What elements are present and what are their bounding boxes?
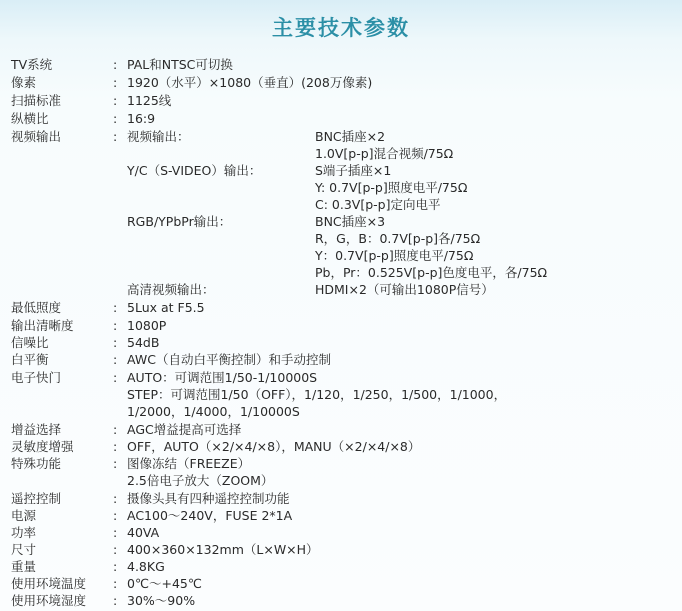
spec-value: C: 0.3V[p-p]定向电平 — [315, 197, 441, 212]
spec-value: AGC增益提高可选择 — [127, 422, 242, 437]
colon-separator: : — [113, 525, 118, 540]
colon-separator: : — [113, 456, 118, 471]
colon-separator: : — [113, 300, 118, 315]
spec-value: Y: 0.7V[p-p]照度电平/75Ω — [315, 180, 468, 195]
page-title: 主要技术参数 — [272, 16, 410, 40]
spec-value: Y：0.7V[p-p]照度电平/75Ω — [315, 248, 474, 263]
spec-label: 使用环境温度 — [11, 576, 87, 591]
spec-sublabel: RGB/YPbPr输出： — [127, 214, 232, 229]
spec-value: 2.5倍电子放大（ZOOM） — [127, 473, 274, 488]
colon-separator: : — [113, 352, 118, 367]
spec-label: 特殊功能 — [11, 456, 62, 471]
spec-value: 1.0V[p-p]混合视频/75Ω — [315, 146, 454, 161]
spec-label: 使用环境湿度 — [11, 593, 87, 608]
spec-value: 16:9 — [127, 111, 156, 126]
colon-separator: : — [113, 111, 118, 126]
spec-value: S端子插座×1 — [315, 163, 392, 178]
colon-separator: : — [113, 75, 118, 90]
spec-label: 电子快门 — [11, 370, 62, 385]
spec-value: 1080P — [127, 318, 167, 333]
spec-label: 功率 — [11, 525, 37, 540]
spec-value: STEP：可调范围1/50（OFF），1/120，1/250，1/500，1/1000， — [127, 387, 507, 402]
spec-label: 扫描标准 — [11, 93, 62, 108]
spec-value: AUTO：可调范围1/50-1/10000S — [127, 370, 318, 385]
spec-value: 54dB — [127, 335, 160, 350]
colon-separator: : — [113, 370, 118, 385]
spec-label: 信噪比 — [11, 335, 49, 350]
colon-separator: : — [113, 491, 118, 506]
spec-value: 摄像头具有四种遥控控制功能 — [127, 491, 290, 506]
spec-label: 遥控控制 — [11, 491, 62, 506]
spec-label: 输出清晰度 — [11, 318, 74, 333]
spec-label: 最低照度 — [11, 300, 62, 315]
spec-value: PAL和NTSC可切换 — [127, 57, 233, 72]
spec-value: Pb，Pr：0.525V[p-p]色度电平，各/75Ω — [315, 265, 548, 280]
spec-value: 0℃～+45℃ — [127, 576, 202, 591]
colon-separator: : — [113, 559, 118, 574]
spec-label: 重量 — [11, 559, 37, 574]
spec-label: 灵敏度增强 — [11, 439, 74, 454]
colon-separator: : — [113, 422, 118, 437]
spec-sublabel: Y/C（S-VIDEO）输出： — [127, 163, 262, 178]
spec-value: 40VA — [127, 525, 160, 540]
colon-separator: : — [113, 335, 118, 350]
spec-value: 5Lux at F5.5 — [127, 300, 205, 315]
spec-value: 1/2000，1/4000，1/10000S — [127, 404, 300, 419]
colon-separator: : — [113, 593, 118, 608]
spec-value: 1125线 — [127, 93, 172, 108]
colon-separator: : — [113, 318, 118, 333]
spec-label: 电源 — [11, 508, 37, 523]
spec-value: BNC插座×2 — [315, 129, 386, 144]
spec-sublabel: 高清视频输出： — [127, 282, 215, 297]
spec-value: 30%～90% — [127, 593, 196, 608]
spec-value: HDMI×2（可输出1080P信号） — [315, 282, 494, 297]
colon-separator: : — [113, 542, 118, 557]
colon-separator: : — [113, 508, 118, 523]
colon-separator: : — [113, 129, 118, 144]
spec-value: 400×360×132mm（L×W×H） — [127, 542, 319, 557]
spec-label: TV系统 — [11, 57, 53, 72]
spec-label: 纵横比 — [11, 111, 49, 126]
colon-separator: : — [113, 57, 118, 72]
spec-label: 白平衡 — [11, 352, 49, 367]
spec-value: AC100～240V，FUSE 2*1A — [127, 508, 293, 523]
colon-separator: : — [113, 439, 118, 454]
colon-separator: : — [113, 93, 118, 108]
spec-label: 增益选择 — [11, 422, 62, 437]
spec-value: OFF，AUTO（×2/×4/×8），MANU（×2/×4/×8） — [127, 439, 421, 454]
spec-value: 1920（水平）×1080（垂直）(208万像素) — [127, 75, 373, 90]
spec-label: 视频输出 — [11, 129, 62, 144]
spec-label: 尺寸 — [11, 542, 37, 557]
spec-sublabel: 视频输出： — [127, 129, 190, 144]
colon-separator: : — [113, 576, 118, 591]
spec-label: 像素 — [11, 75, 37, 90]
spec-value: AWC（自动白平衡控制）和手动控制 — [127, 352, 331, 367]
spec-value: 图像冻结（FREEZE） — [127, 456, 251, 471]
spec-value: R，G，B：0.7V[p-p]各/75Ω — [315, 231, 481, 246]
spec-value: BNC插座×3 — [315, 214, 386, 229]
spec-value: 4.8KG — [127, 559, 165, 574]
